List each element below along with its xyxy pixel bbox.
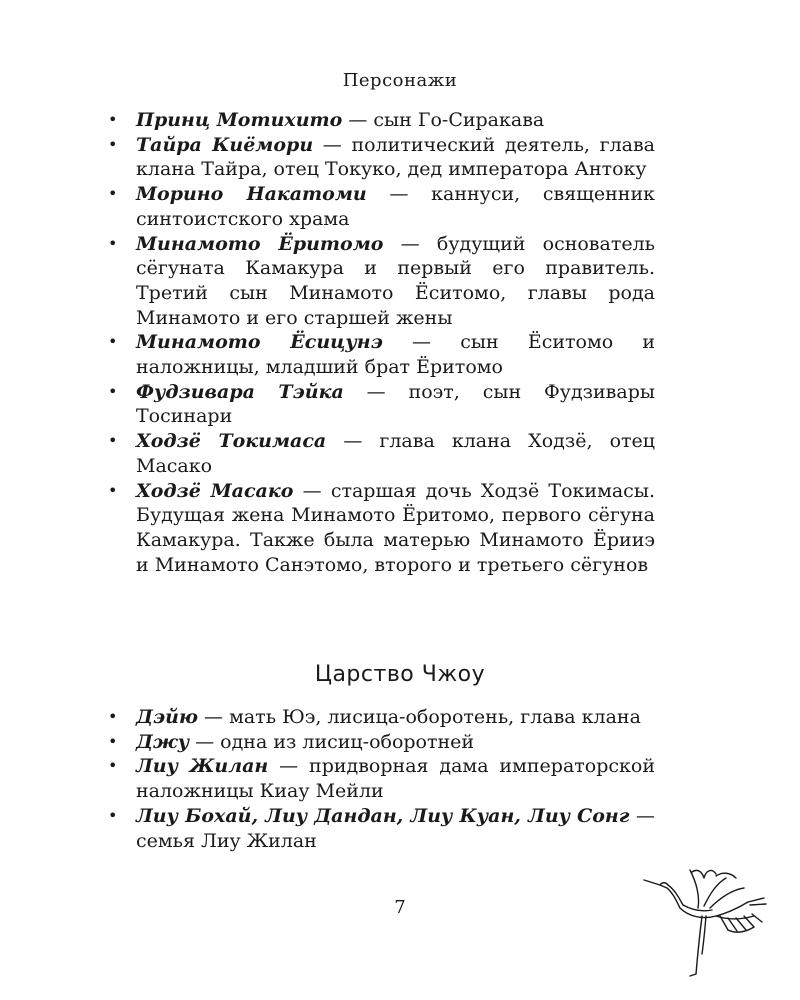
character-name: Фудзивара Тэйка <box>136 380 344 403</box>
character-name: Морино Накатоми <box>136 183 367 206</box>
character-name: Лиу Жилан <box>136 755 269 778</box>
character-name: Тайра Киёмори <box>136 133 314 156</box>
character-description: — мать Юэ, лисица-оборотень, глава клана <box>198 706 641 728</box>
character-description: — глава клана Ходзё, отец Масако <box>136 430 655 477</box>
list-item <box>100 108 655 133</box>
crane-icon <box>640 858 770 978</box>
character-name: Минамото Ёритомо <box>136 232 384 255</box>
list-item <box>100 754 655 803</box>
character-list-japan <box>100 108 655 577</box>
running-header: Персонажи <box>342 70 458 91</box>
list-item <box>100 730 655 755</box>
character-description: — придворная дама императорской наложницы Киау Мейли <box>136 755 656 803</box>
character-description: — сын Го-Сиракава <box>342 109 545 131</box>
list-item <box>100 479 655 578</box>
character-list-zhou <box>100 705 655 853</box>
character-description: — старшая дочь Ходзё Токимасы. Будущая жена Минамото Ёритомо, первого сёгуна Камакура. Также была матерью Минамото Ёрииэ и Минамото Санэтомо, второго и третьего сёгунов <box>136 479 655 576</box>
character-description: — политический деятель, глава клана Тайра, отец Токуко, дед императора Антоку <box>136 133 655 181</box>
character-name: Джу <box>136 730 190 753</box>
character-name: Дэйю <box>136 706 198 728</box>
list-item <box>100 705 655 730</box>
list-item <box>100 804 655 853</box>
character-description: — поэт, сын Фудзивары Тосинари <box>136 380 655 428</box>
list-item <box>100 380 655 429</box>
character-description: — сын Ёситомо и наложницы, младший брат Ёритомо <box>136 331 656 379</box>
page-number: 7 <box>394 897 406 918</box>
list-item <box>100 182 655 231</box>
character-name: Минамото Ёсицунэ <box>136 331 383 354</box>
character-description: — семья Лиу Жилан <box>136 804 655 852</box>
character-description: — одна из лисиц-оборотней <box>189 730 475 753</box>
list-item <box>100 330 655 379</box>
character-name: Принц Мотихито <box>136 109 343 131</box>
character-name: Ходзё Масако <box>136 479 294 502</box>
character-name: Ходзё Токимаса <box>136 430 327 453</box>
character-description: — каннуси, священник синтоистского храма <box>136 183 655 230</box>
list-item <box>100 232 655 331</box>
list-item <box>100 429 655 478</box>
list-item <box>100 133 655 182</box>
character-name: Лиу Бохай, Лиу Дандан, Лиу Куан, Лиу Сонг <box>136 804 630 827</box>
character-description: — будущий основатель сёгуната Камакура и первый его правитель. Третий сын Минамото Ёситомо, главы рода Минамото и его старшей жены <box>136 232 656 329</box>
section-title: Царство Чжоу <box>314 662 486 687</box>
